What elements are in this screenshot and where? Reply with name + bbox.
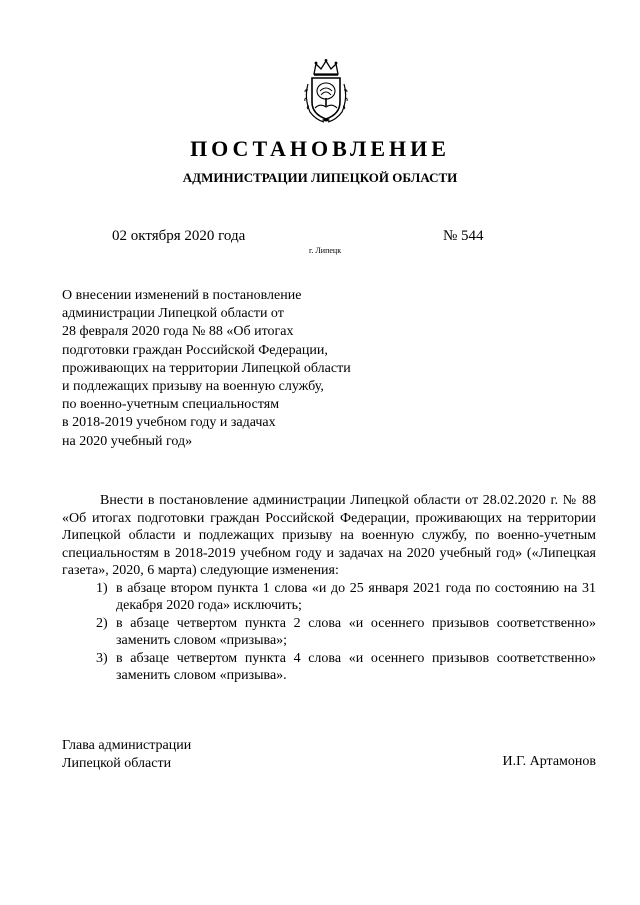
list-item-text: в абзаце четвертом пункта 4 слова «и осеннего призывов соответственно» заменить словом «призыва».: [116, 650, 596, 683]
signer-position: [62, 737, 191, 772]
list-item-number: 2): [96, 615, 108, 631]
subject-line: администрации Липецкой области от: [62, 306, 284, 322]
list-item: [62, 615, 596, 650]
document-body: [62, 492, 596, 685]
document-subject: [62, 287, 351, 451]
document-title: ПОСТАНОВЛЕНИЕ: [190, 136, 450, 161]
subject-line: на 2020 учебный год»: [62, 433, 193, 449]
document-city: г. Липецк: [309, 246, 342, 255]
subject-line: 28 февраля 2020 года № 88 «Об итогах: [62, 324, 294, 340]
list-item-text: в абзаце четвертом пункта 2 слова «и осеннего призывов соответственно» заменить словом «призыва»;: [116, 615, 596, 648]
amendment-list: [62, 580, 596, 685]
document-issuer: АДМИНИСТРАЦИИ ЛИПЕЦКОЙ ОБЛАСТИ: [182, 170, 458, 185]
list-item-number: 3): [96, 650, 108, 666]
signer-name: И.Г. Артамонов: [502, 754, 596, 769]
document-number: № 544: [443, 228, 484, 244]
subject-line: проживающих на территории Липецкой области: [62, 360, 351, 376]
list-item-number: 1): [96, 580, 108, 596]
subject-line: и подлежащих призыву на военную службу,: [62, 379, 324, 395]
list-item: [62, 650, 596, 685]
list-item: [62, 580, 596, 615]
list-item-text: в абзаце втором пункта 1 слова «и до 25 января 2021 года по состоянию на 31 декабря 2020 года» исключить;: [116, 580, 596, 613]
lipetsk-coat-of-arms-icon: [302, 58, 350, 124]
signer-position-line: Липецкой области: [62, 755, 172, 771]
subject-line: в 2018-2019 учебном году и задачах: [62, 415, 276, 431]
subject-line: по военно-учетным специальностям: [62, 397, 280, 413]
document-date: 02 октября 2020 года: [112, 228, 246, 244]
subject-line: подготовки граждан Российской Федерации,: [62, 342, 328, 358]
subject-line: О внесении изменений в постановление: [62, 288, 302, 303]
intro-paragraph: Внести в постановление администрации Липецкой области от 28.02.2020 г. № 88 «Об итогах подготовки граждан Российской Федерации, проживающих на территории Липецкой области и подлежащих призыву на военную службу, по военно-учетным специальностям в 2018-2019 учебном году и задачах на 2020 учебный год» («Липецкая газета», 2020, 6 марта) следующие изменения:: [62, 493, 596, 578]
signer-position-line: Глава администрации: [62, 738, 192, 753]
